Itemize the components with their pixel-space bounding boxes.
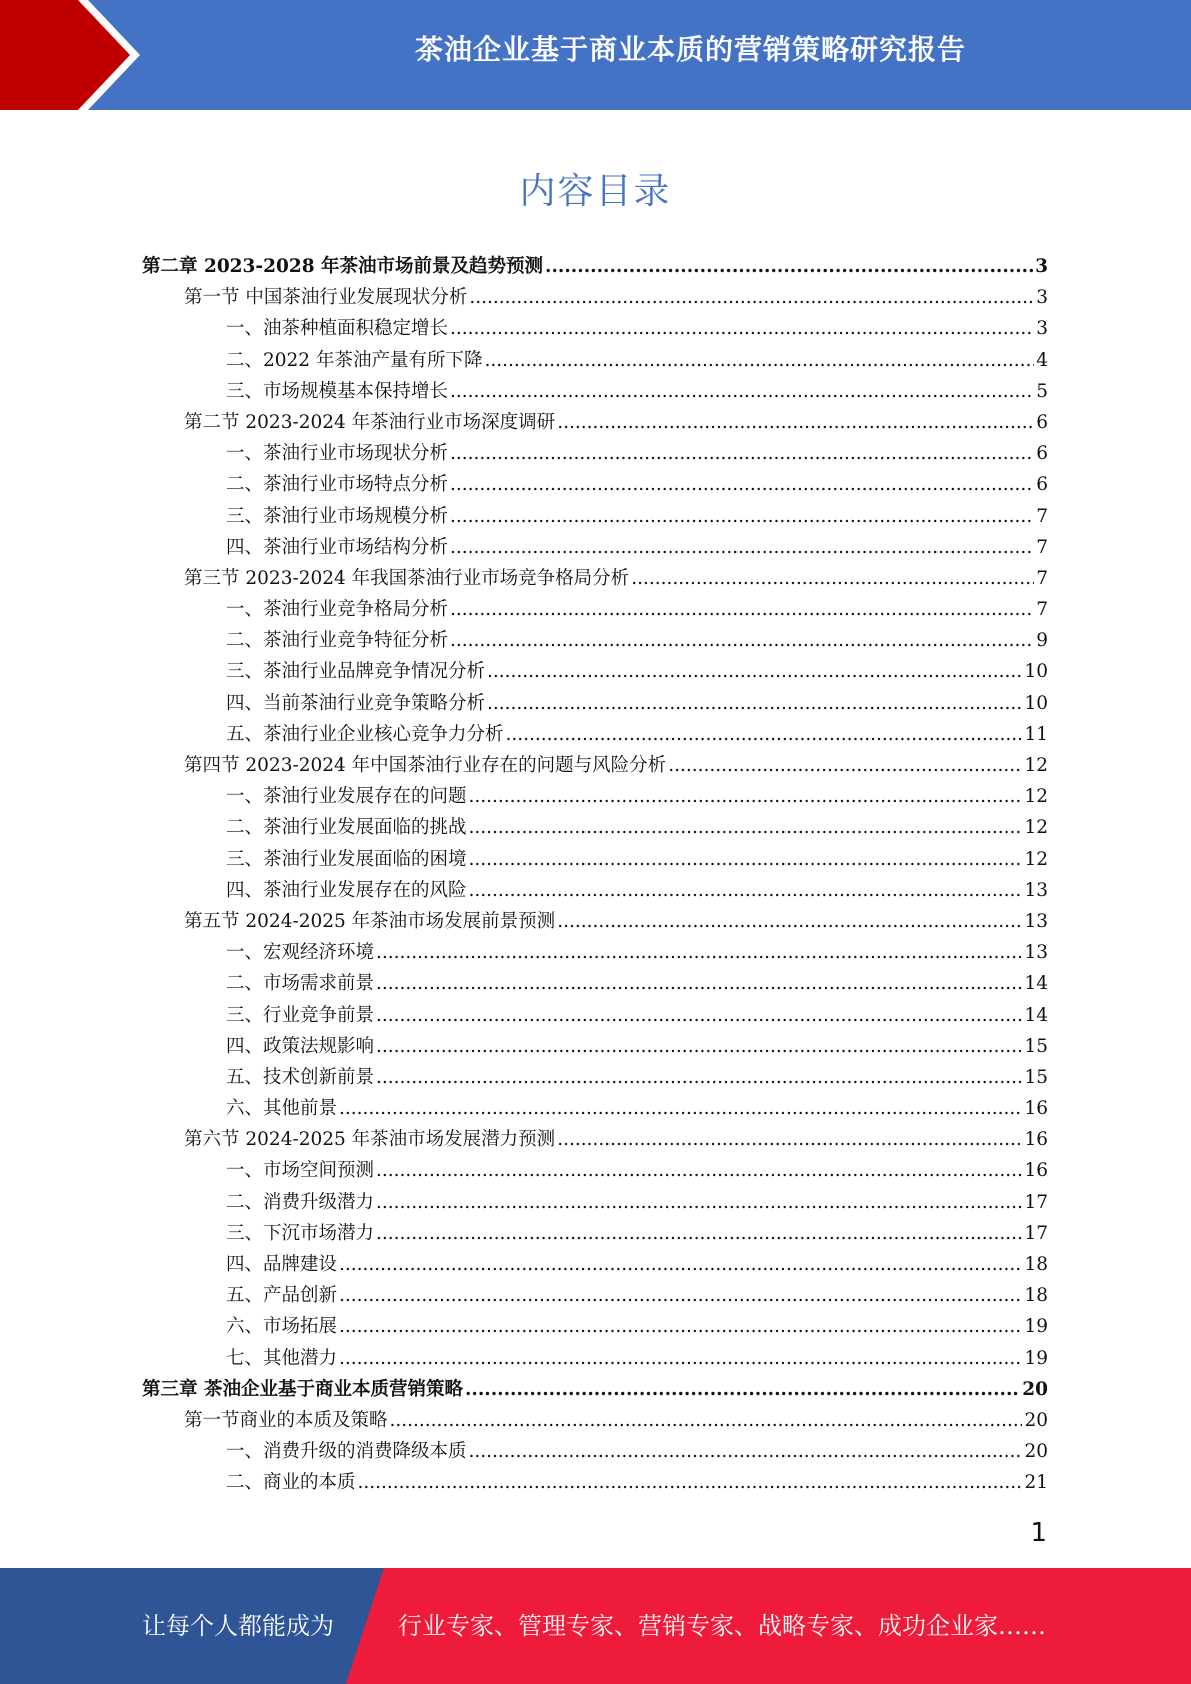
toc-entry-page: 3 [1035,256,1048,277]
footer-slogan-left: 让每个人都能成为 [142,1612,334,1640]
toc-entry-label: 三、茶油行业市场规模分析 [226,505,449,527]
page-number: 1 [1030,1518,1047,1548]
toc-leader-dots [450,474,1034,495]
toc-leader-dots [484,350,1034,371]
toc-entry-page: 3 [1036,287,1048,309]
toc-entry-label: 第五节 2024-2025 年茶油市场发展前景预测 [184,910,556,932]
chevron-arrow-icon [0,0,160,110]
toc-leader-dots [450,506,1034,527]
toc-entry-page: 20 [1024,1441,1048,1463]
toc-entry-label: 四、茶油行业市场结构分析 [226,536,449,558]
toc-entry-page: 12 [1024,755,1048,776]
toc-entry[interactable] [142,969,1048,1000]
toc-entry-page: 16 [1024,1160,1048,1182]
toc-entry-page: 6 [1036,411,1048,433]
toc-entry[interactable] [142,938,1048,969]
toc-entry-label: 第三章 茶油企业基于商业本质营销策略 [142,1378,463,1400]
toc-leader-dots [376,1223,1022,1244]
toc-entry[interactable] [142,1001,1048,1032]
toc-entry[interactable] [142,470,1048,501]
toc-leader-dots [450,381,1034,402]
toc-entry[interactable] [142,1032,1048,1063]
toc-entry[interactable] [142,1437,1048,1468]
toc-entry-page: 15 [1024,1035,1048,1057]
table-of-contents [142,252,1048,1500]
toc-entry-page: 19 [1024,1316,1048,1338]
toc-entry-page: 20 [1022,1378,1048,1400]
toc-entry[interactable] [142,1094,1048,1125]
toc-entry[interactable] [142,252,1048,283]
toc-entry[interactable] [142,626,1048,657]
toc-leader-dots [339,1254,1022,1275]
toc-entry[interactable] [142,377,1048,408]
toc-entry-page: 13 [1024,910,1048,932]
toc-entry-page: 6 [1036,474,1048,496]
toc-leader-dots [469,849,1023,870]
toc-entry-label: 一、茶油行业竞争格局分析 [226,599,449,621]
toc-entry[interactable] [142,1468,1048,1499]
footer-banner [0,1568,1191,1684]
toc-entry[interactable] [142,283,1048,314]
toc-entry-label: 一、茶油行业市场现状分析 [226,443,449,465]
toc-entry-label: 二、市场需求前景 [226,973,375,995]
toc-leader-dots [376,942,1022,963]
toc-entry[interactable] [142,1250,1048,1281]
toc-entry-label: 三、行业竞争前景 [226,1004,375,1026]
toc-entry-label: 一、茶油行业发展存在的问题 [226,786,467,808]
toc-entry-label: 七、其他潜力 [226,1347,338,1369]
toc-entry-label: 二、茶油行业竞争特征分析 [226,630,449,652]
toc-leader-dots [339,1316,1022,1337]
toc-entry-page: 16 [1024,1129,1048,1151]
toc-entry-label: 一、消费升级的消费降级本质 [226,1441,467,1463]
report-title: 茶油企业基于商业本质的营销策略研究报告 [414,33,966,66]
toc-entry-page: 20 [1024,1409,1048,1431]
toc-entry-label: 第二节 2023-2024 年茶油行业市场深度调研 [184,411,556,433]
toc-entry-label: 二、商业的本质 [226,1472,356,1494]
toc-entry-page: 6 [1036,443,1048,465]
toc-entry[interactable] [142,1156,1048,1187]
toc-leader-dots [376,1192,1022,1213]
toc-leader-dots [557,911,1022,932]
toc-entry-label: 六、市场拓展 [226,1316,338,1338]
toc-entry-label: 第六节 2024-2025 年茶油市场发展潜力预测 [184,1129,556,1151]
toc-leader-dots [450,537,1034,558]
toc-leader-dots [668,755,1022,776]
toc-entry[interactable] [142,346,1048,377]
toc-entry-label: 一、油茶种植面积稳定增长 [226,318,449,340]
toc-entry-label: 一、宏观经济环境 [226,942,375,964]
toc-entry-label: 三、茶油行业发展面临的困境 [226,848,467,870]
toc-entry[interactable] [142,751,1048,782]
toc-entry-label: 五、茶油行业企业核心竞争力分析 [226,723,504,745]
toc-entry-label: 五、产品创新 [226,1285,338,1307]
toc-leader-dots [545,256,1033,277]
toc-entry-page: 5 [1036,380,1048,402]
toc-entry-page: 3 [1036,318,1048,340]
toc-entry-label: 第二章 2023-2028 年茶油市场前景及趋势预测 [142,256,544,277]
toc-entry-page: 19 [1024,1347,1048,1369]
toc-entry-page: 14 [1024,1004,1048,1026]
toc-leader-dots [450,599,1034,620]
toc-entry-page: 12 [1024,848,1048,870]
toc-entry[interactable] [142,595,1048,626]
toc-leader-dots [557,412,1034,433]
toc-leader-dots [631,568,1034,589]
toc-entry-label: 二、消费升级潜力 [226,1191,375,1213]
toc-entry-page: 12 [1024,786,1048,808]
toc-entry[interactable] [142,408,1048,439]
toc-leader-dots [469,1441,1023,1462]
toc-entry[interactable] [142,782,1048,813]
toc-leader-dots [450,630,1034,651]
toc-leader-dots [469,287,1034,308]
toc-leader-dots [487,693,1022,714]
toc-entry-page: 17 [1024,1191,1048,1213]
toc-entry-page: 7 [1036,599,1048,621]
toc-entry-page: 17 [1024,1222,1048,1244]
toc-entry-page: 7 [1036,567,1048,589]
toc-entry-page: 10 [1024,692,1048,714]
toc-entry[interactable] [142,439,1048,470]
toc-leader-dots [339,1285,1022,1306]
toc-entry-label: 二、茶油行业市场特点分析 [226,474,449,496]
toc-entry-page: 18 [1024,1285,1048,1307]
toc-entry-page: 13 [1024,879,1048,901]
toc-entry[interactable] [142,657,1048,688]
toc-entry-page: 10 [1024,661,1048,683]
toc-entry[interactable] [142,689,1048,720]
toc-entry[interactable] [142,564,1048,595]
toc-leader-dots [376,1160,1022,1181]
toc-leader-dots [390,1410,1023,1431]
toc-entry-label: 第一节 中国茶油行业发展现状分析 [184,287,468,309]
toc-leader-dots [376,973,1022,994]
toc-entry-page: 9 [1036,630,1048,652]
toc-entry-label: 一、市场空间预测 [226,1160,375,1182]
toc-leader-dots [450,443,1034,464]
toc-entry-page: 14 [1024,973,1048,995]
toc-leader-dots [358,1472,1023,1493]
header-banner [0,0,1191,110]
toc-entry[interactable] [142,1281,1048,1312]
toc-entry-label: 四、茶油行业发展存在的风险 [226,879,467,901]
toc-entry-label: 三、下沉市场潜力 [226,1222,375,1244]
toc-entry-label: 二、茶油行业发展面临的挑战 [226,817,467,839]
toc-entry[interactable] [142,813,1048,844]
toc-entry-label: 三、茶油行业品牌竞争情况分析 [226,661,486,683]
toc-entry-label: 五、技术创新前景 [226,1066,375,1088]
toc-entry-page: 7 [1036,536,1048,558]
toc-leader-dots [506,724,1023,745]
toc-entry-label: 第三节 2023-2024 年我国茶油行业市场竞争格局分析 [184,567,630,589]
toc-entry[interactable] [142,876,1048,907]
toc-entry-label: 三、市场规模基本保持增长 [226,380,449,402]
toc-entry-label: 第一节商业的本质及策略 [184,1409,388,1431]
toc-leader-dots [450,318,1034,339]
toc-entry[interactable] [142,845,1048,876]
toc-leader-dots [376,1067,1022,1088]
toc-entry-label: 四、当前茶油行业竞争策略分析 [226,692,486,714]
toc-entry[interactable] [142,1063,1048,1094]
footer-slogan-right: 行业专家、管理专家、营销专家、战略专家、成功企业家…… [398,1612,1046,1640]
toc-leader-dots [469,880,1023,901]
toc-entry-page: 11 [1024,723,1048,745]
toc-entry-label: 第四节 2023-2024 年中国茶油行业存在的问题与风险分析 [184,755,667,776]
toc-leader-dots [339,1098,1022,1119]
toc-entry-page: 18 [1024,1254,1048,1275]
toc-entry-label: 六、其他前景 [226,1098,338,1120]
toc-entry[interactable] [142,907,1048,938]
toc-entry-page: 4 [1036,349,1048,371]
toc-leader-dots [465,1379,1020,1400]
toc-entry[interactable] [142,1406,1048,1437]
toc-entry-page: 16 [1024,1098,1048,1120]
toc-entry[interactable] [142,1188,1048,1219]
toc-leader-dots [469,817,1023,838]
toc-entry[interactable] [142,1125,1048,1156]
toc-entry[interactable] [142,720,1048,751]
toc-entry-label: 四、品牌建设 [226,1254,338,1275]
toc-entry-page: 12 [1024,817,1048,839]
toc-leader-dots [557,1129,1022,1150]
toc-entry-label: 二、2022 年茶油产量有所下降 [226,349,483,371]
toc-entry-page: 7 [1036,505,1048,527]
toc-entry-page: 15 [1024,1066,1048,1088]
toc-entry[interactable] [142,533,1048,564]
toc-leader-dots [469,786,1023,807]
toc-entry[interactable] [142,1375,1048,1406]
toc-leader-dots [376,1005,1022,1026]
toc-leader-dots [339,1348,1022,1369]
toc-entry[interactable] [142,314,1048,345]
toc-entry[interactable] [142,502,1048,533]
toc-entry[interactable] [142,1312,1048,1343]
toc-leader-dots [376,1036,1022,1057]
toc-leader-dots [487,661,1022,682]
toc-entry-page: 21 [1024,1472,1048,1494]
toc-entry-page: 13 [1024,942,1048,964]
toc-heading: 内容目录 [519,171,672,212]
toc-entry[interactable] [142,1219,1048,1250]
toc-entry[interactable] [142,1344,1048,1375]
toc-entry-label: 四、政策法规影响 [226,1035,375,1057]
